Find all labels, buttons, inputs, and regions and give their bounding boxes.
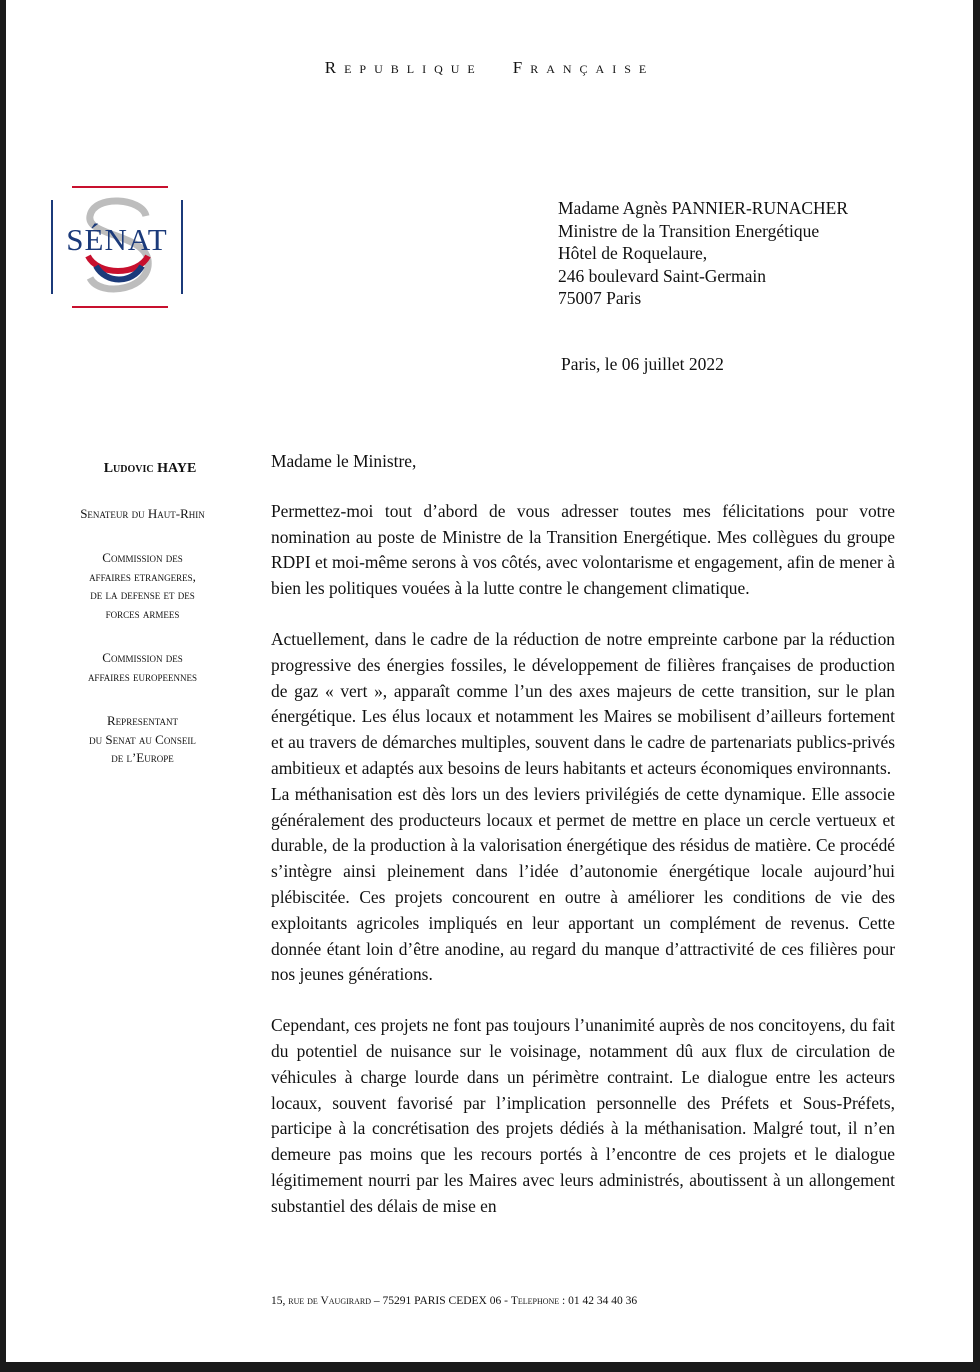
footer-phone: : 01 42 34 40 36 bbox=[559, 1295, 638, 1307]
recipient-title: Ministre de la Transition Energétique bbox=[558, 220, 820, 241]
senat-logo-text: SÉNAT bbox=[66, 222, 168, 257]
commission-1-line: affaires etrangeres, bbox=[89, 568, 196, 584]
footer-number: 15, bbox=[271, 1295, 289, 1307]
paragraph-2: Actuellement, dans le cadre de la réduction de notre empreinte carbone par la réduction progressive des énergies fossiles, le développement de filières françaises de production de gaz « vert », apparaît comme l’un des axes majeurs de cette transition, sur le plan énergétique. Les élus locaux et notamment les Maires se mobilisent d’ailleurs fortement et au travers de démarches multiples, souvent dans le cadre de partenariats publics-privés ambitieux et adaptés aux besoins de leurs habitants et acteurs économiques environnants. bbox=[271, 628, 895, 778]
republique-francaise-header bbox=[6, 58, 973, 78]
sender-title: Senateur du Haut-Rhin bbox=[80, 505, 205, 521]
sender-commission-1 bbox=[30, 549, 255, 623]
recipient-address bbox=[558, 197, 848, 310]
commission-1-line: forces armees bbox=[105, 605, 180, 621]
sender-sidebar bbox=[30, 460, 255, 768]
recipient-name: Madame Agnès PANNIER-RUNACHER bbox=[558, 198, 849, 218]
salutation: Madame le Ministre, bbox=[271, 451, 417, 471]
paragraph-1: Permettez-moi tout d’abord de vous adresser toutes mes félicitations pour votre nomination au poste de Ministre de la Transition Energétique. Mes collègues du groupe RDPI et moi-même serons à vos côtés, avec volontarisme et engagement, afin de mener à bien les politiques vouées à la lutte contre le changement climatique. bbox=[271, 500, 895, 599]
commission-1-line: Commission des bbox=[102, 550, 183, 565]
representant-line: Representant bbox=[107, 713, 178, 728]
paragraph-4: Cependant, ces projets ne font pas toujours l’unanimité auprès de nos concitoyens, du fait du potentiel de nuisance sur le voisinage, notamment dû aux flux de circulation de véhicules à charge lourde dans un périmètre contraint. Le dialogue entre les acteurs locaux, souvent favorisé par l’implication personnelle des Préfets et Sous-Préfets, participe à la concrétisation des projets dédiés à la méthanisation. Malgré tout, il n’en demeure pas moins que les recours portés à l’encontre de ces projets et le dialogue légitimement nourri par les Maires avec leurs administrés, aboutissent à un allongement substantiel des délais de mise en bbox=[271, 1015, 895, 1216]
representant-line: de l’Europe bbox=[111, 750, 174, 765]
commission-2-line: affaires europeennes bbox=[87, 668, 198, 684]
recipient-building: Hôtel de Roquelaure, bbox=[558, 243, 708, 263]
footer-city: – 75291 PARIS CEDEX 06 - bbox=[370, 1295, 511, 1307]
footer-address bbox=[271, 1295, 637, 1307]
header-word-francaise: Française bbox=[512, 58, 655, 77]
recipient-city: 75007 Paris bbox=[558, 288, 642, 308]
commission-1-line: de la defense et des bbox=[90, 587, 195, 602]
senat-logo bbox=[50, 186, 184, 308]
letter-body bbox=[271, 449, 895, 1220]
footer-street: rue de Vaugirard bbox=[288, 1295, 371, 1307]
sender-representant bbox=[30, 712, 255, 768]
paragraph-3: La méthanisation est dès lors un des leviers privilégiés de cette dynamique. Elle associe généralement des producteurs locaux et permet de mettre en place un cercle vertueux et durable, de la production à la valorisation énergétique des résidus de matière. Ce procédé s’intègre ainsi pleinement dans l’idée d’autonomie énergétique locale aujourd’hui plébiscitée. Ces projets concourent en outre à améliorer les conditions de vie des exploitants agricoles impliqués en leur apportant un complément de revenus. Cette donnée étant loin d’être anodine, au regard du manque d’attractivité de ces filières pour nos jeunes générations. bbox=[271, 783, 895, 985]
sender-commission-2 bbox=[30, 649, 255, 686]
header-word-republique: Republique bbox=[324, 58, 483, 77]
representant-line: du Senat au Conseil bbox=[89, 731, 196, 747]
recipient-street: 246 boulevard Saint-Germain bbox=[558, 265, 767, 286]
commission-2-line: Commission des bbox=[102, 650, 183, 665]
footer-phone-label: Telephone bbox=[510, 1295, 560, 1307]
sender-name: Ludovic HAYE bbox=[103, 461, 197, 476]
letter-date: Paris, le 06 juillet 2022 bbox=[561, 354, 724, 374]
letter-page bbox=[6, 0, 973, 1362]
